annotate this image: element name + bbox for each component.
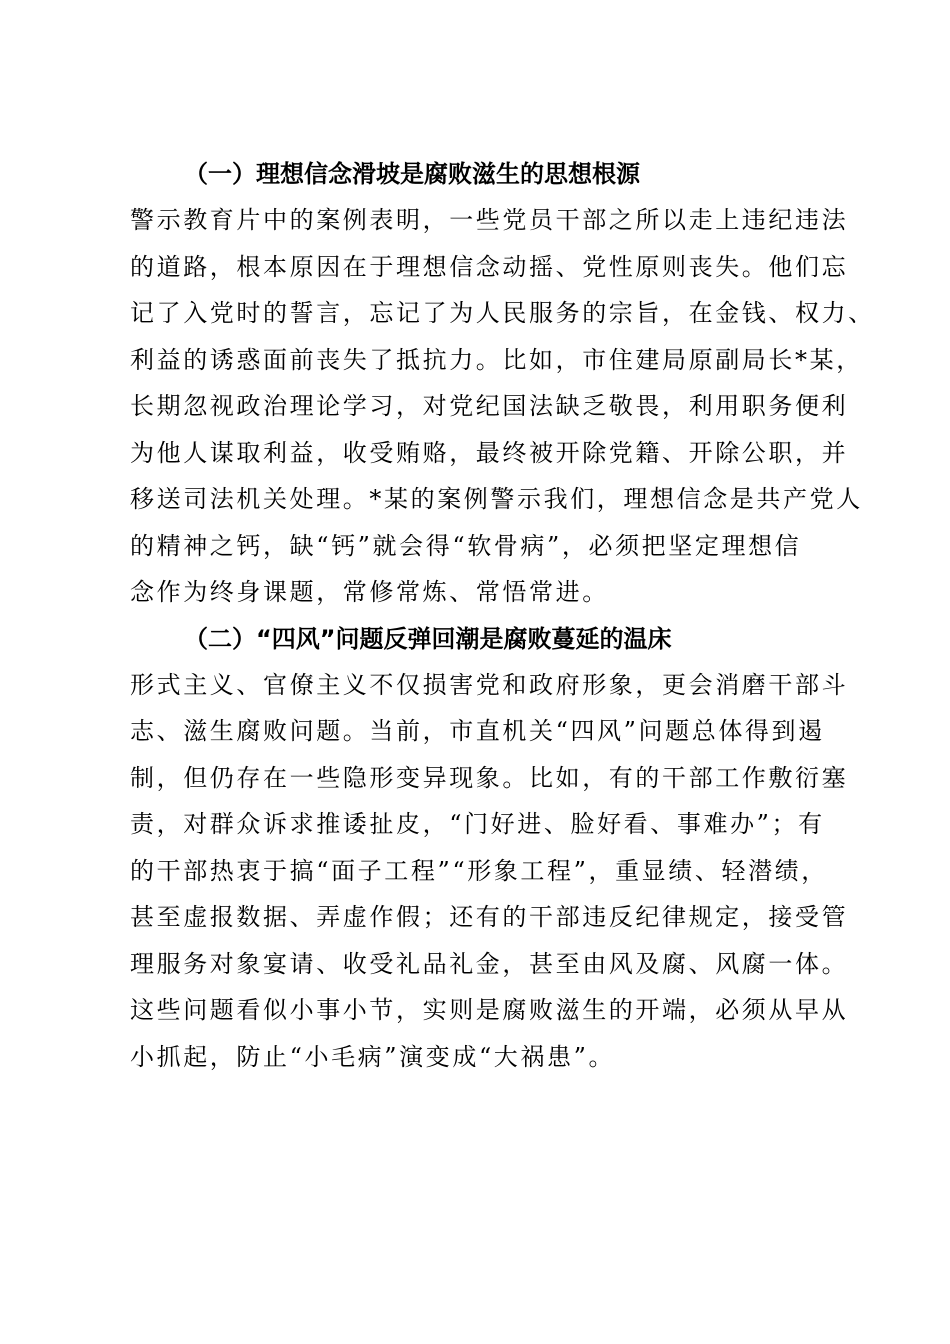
text-line: 移送司法机关处理。*某的案例警示我们，理想信念是共产党人 [130,485,863,513]
text-line: 的道路，根本原因在于理想信念动摇、党性原则丧失。他们忘 [130,252,849,281]
text-line: 的精神之钙，缺“钙”就会得“软骨病”，必须把坚定理想信 [130,531,802,560]
section-paragraph-1 [130,197,875,616]
text-line: 记了入党时的誓言，忘记了为人民服务的宗旨，在金钱、权力、 [130,299,875,327]
text-line: 小抓起，防止“小毛病”演变成“大祸患”。 [130,1042,616,1071]
text-line: 这些问题看似小事小节，实则是腐败滋生的开端，必须从早从 [130,996,849,1024]
text-line: 的干部热衷于搞“面子工程”“形象工程”，重显绩、轻潜绩， [130,856,828,885]
text-line: 念作为终身课题，常修常炼、常悟常进。 [130,578,609,606]
text-line: 为他人谋取利益，收受贿赂，最终被开除党籍、开除公职，并 [130,438,849,467]
text-line: 责，对群众诉求推诿扯皮，“门好进、脸好看、事难办”；有 [130,810,825,838]
text-line: 长期忽视政治理论学习，对党纪国法缺乏敬畏，利用职务便利 [130,392,849,420]
text-line: 志、滋生腐败问题。当前，市直机关“四风”问题总体得到遏 [130,717,825,745]
text-line: 理服务对象宴请、收受礼品礼金，甚至由风及腐、风腐一体。 [130,949,849,978]
text-line: 警示教育片中的案例表明，一些党员干部之所以走上违纪违法 [130,206,849,234]
section-heading-1: （一）理想信念滑坡是腐败滋生的思想根源 [184,160,640,188]
text-line: 形式主义、官僚主义不仅损害党和政府形象，更会消磨干部斗 [130,670,849,699]
section-paragraph-2 [130,662,849,1081]
text-line: 利益的诱惑面前丧失了抵抗力。比如，市住建局原副局长*某， [130,345,863,374]
section-heading-2: （二）“四风”问题反弹回潮是腐败蔓延的温床 [184,624,672,653]
text-line: 甚至虚报数据、弄虚作假；还有的干部违反纪律规定，接受管 [130,903,849,931]
document-body [130,151,875,1080]
text-line: 制，但仍存在一些隐形变异现象。比如，有的干部工作敷衍塞 [130,763,849,792]
